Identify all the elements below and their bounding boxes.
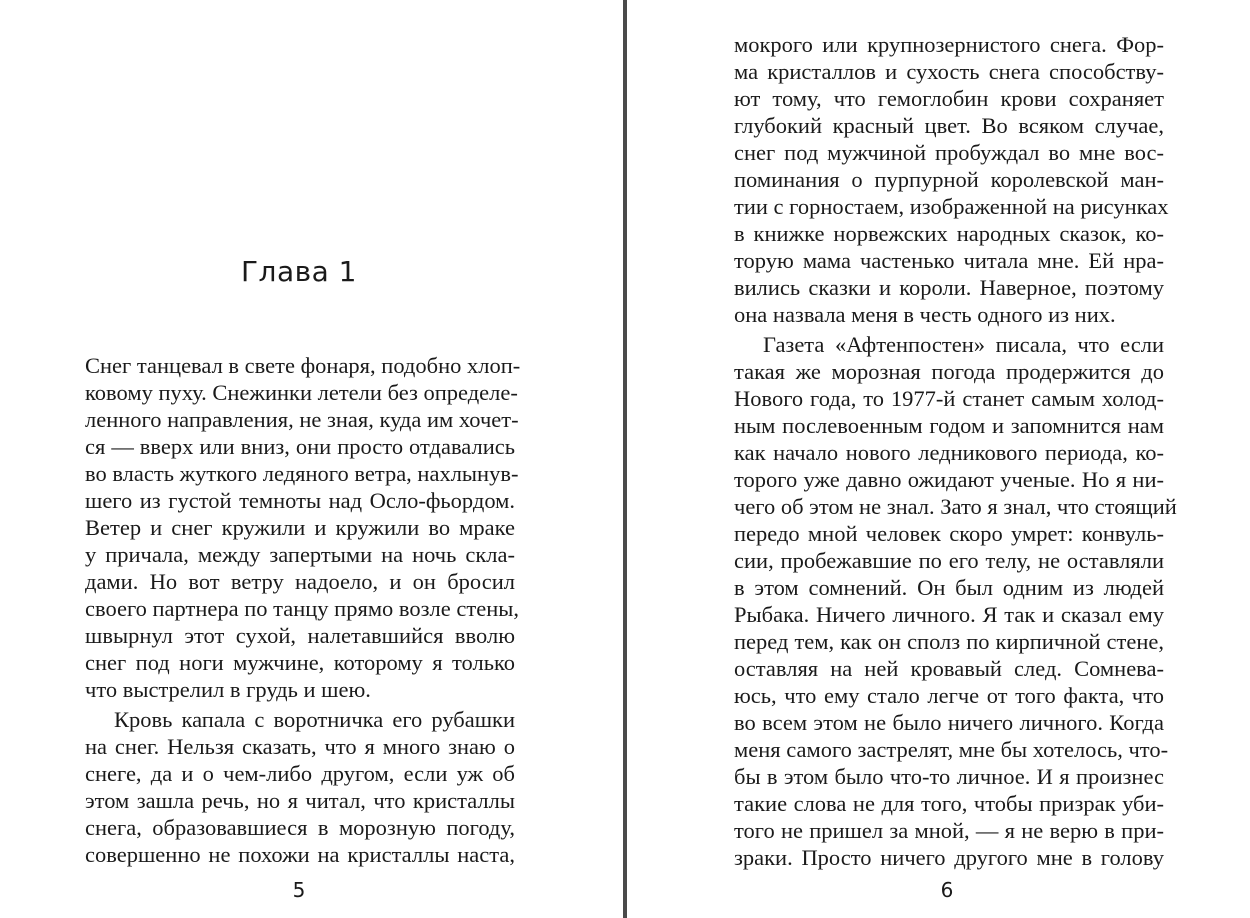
text-line: глубокий красный цвет. Во всяком случае, bbox=[734, 113, 1164, 138]
text-line: зраки. Просто ничего другого мне в голову bbox=[734, 845, 1164, 870]
text-line: снег под ноги мужчине, которому я только bbox=[85, 650, 515, 675]
left-page-text bbox=[85, 352, 521, 868]
text-line: у причала, между запертыми на ночь скла- bbox=[85, 542, 515, 567]
text-line: дами. Но вот ветру надоело, и он бросил bbox=[85, 569, 515, 594]
text-line: она назвала меня в честь одного из них. bbox=[734, 302, 1116, 327]
text-line: шего из густой темноты над Осло-фьордом. bbox=[85, 488, 515, 513]
text-line: тии с горностаем, изображенной на рисунках bbox=[734, 194, 1169, 219]
text-line: того не пришел за мной, — я не верю в при- bbox=[734, 818, 1164, 843]
text-line: на снег. Нельзя сказать, что я много знаю о bbox=[85, 734, 515, 759]
text-line: такая же морозная погода продержится до bbox=[734, 359, 1164, 384]
text-line: чего об этом не знал. Зато я знал, что стоящий bbox=[734, 494, 1177, 519]
text-line: юсь, что ему стало легче от того факта, что bbox=[734, 683, 1164, 708]
text-line: сии, пробежавшие по его телу, не оставляли bbox=[734, 548, 1164, 573]
left-page bbox=[0, 0, 623, 918]
text-line: меня самого застрелят, мне бы хотелось, что- bbox=[734, 737, 1169, 762]
text-line: во власть жуткого ледяного ветра, нахлынув- bbox=[85, 461, 519, 486]
text-line: Ветер и снег кружили и кружили во мраке bbox=[85, 515, 515, 540]
text-line: ковому пуху. Снежинки летели без определе- bbox=[85, 380, 518, 405]
text-line: Рыбака. Ничего личного. Я так и сказал ему bbox=[734, 602, 1164, 627]
text-line: бы в этом было что-то личное. И я произнес bbox=[734, 764, 1164, 789]
text-line: как начало нового ледникового периода, ко- bbox=[734, 440, 1164, 465]
text-line: оставляя на ней кровавый след. Сомнева- bbox=[734, 656, 1164, 681]
page-number: 5 bbox=[292, 878, 306, 902]
text-line: перед тем, как он сполз по кирпичной стене, bbox=[734, 629, 1164, 654]
text-line: торую мама частенько читала мне. Ей нра- bbox=[734, 248, 1164, 273]
text-line: что выстрелил в грудь и шею. bbox=[85, 677, 371, 702]
text-line: такие слова не для того, чтобы призрак уби- bbox=[734, 791, 1164, 816]
text-line: своего партнера по танцу прямо возле стены, bbox=[85, 596, 519, 621]
text-line: швырнул этот сухой, налетавшийся вволю bbox=[85, 623, 515, 648]
text-line: снега, образовавшиеся в морозную погоду, bbox=[85, 815, 515, 840]
text-line: ют тому, что гемоглобин крови сохраняет bbox=[734, 86, 1164, 111]
text-line: ся — вверх или вниз, они просто отдавались bbox=[85, 434, 515, 459]
text-line: снег под мужчиной пробуждал во мне вос- bbox=[734, 140, 1164, 165]
page-number: 6 bbox=[940, 878, 954, 902]
text-line: в этом сомнений. Он был одним из людей bbox=[734, 575, 1164, 600]
text-line: вились сказки и короли. Наверное, поэтому bbox=[734, 275, 1164, 300]
text-line: Снег танцевал в свете фонаря, подобно хлоп- bbox=[85, 353, 521, 378]
text-line: Газета «Афтенпостен» писала, что если bbox=[763, 332, 1164, 357]
text-line: ным послевоенным годом и запомнится нам bbox=[734, 413, 1164, 438]
text-line: ленного направления, не зная, куда им хочет- bbox=[85, 407, 519, 432]
text-line: снеге, да и о чем-либо другом, если уж об bbox=[85, 761, 515, 786]
text-line: мокрого или крупнозернистого снега. Фор- bbox=[734, 32, 1164, 57]
chapter-title: Глава 1 bbox=[240, 255, 357, 288]
text-line: во всем этом не было ничего личного. Когда bbox=[734, 710, 1164, 735]
text-line: ма кристаллов и сухость снега способству- bbox=[734, 59, 1164, 84]
text-line: поминания о пурпурной королевской ман- bbox=[734, 167, 1164, 192]
text-line: торого уже давно ожидают ученые. Но я ни- bbox=[734, 467, 1164, 492]
text-line: Нового года, то 1977-й станет самым холод- bbox=[734, 386, 1164, 411]
right-page bbox=[627, 0, 1250, 918]
text-line: этом зашла речь, но я читал, что кристаллы bbox=[85, 788, 515, 813]
right-page-text bbox=[734, 31, 1177, 871]
text-line: в книжке норвежских народных сказок, ко- bbox=[734, 221, 1164, 246]
text-line: Кровь капала с воротничка его рубашки bbox=[114, 707, 515, 732]
text-line: совершенно не похожи на кристаллы наста, bbox=[85, 842, 515, 867]
text-line: передо мной человек скоро умрет: конвуль- bbox=[734, 521, 1164, 546]
